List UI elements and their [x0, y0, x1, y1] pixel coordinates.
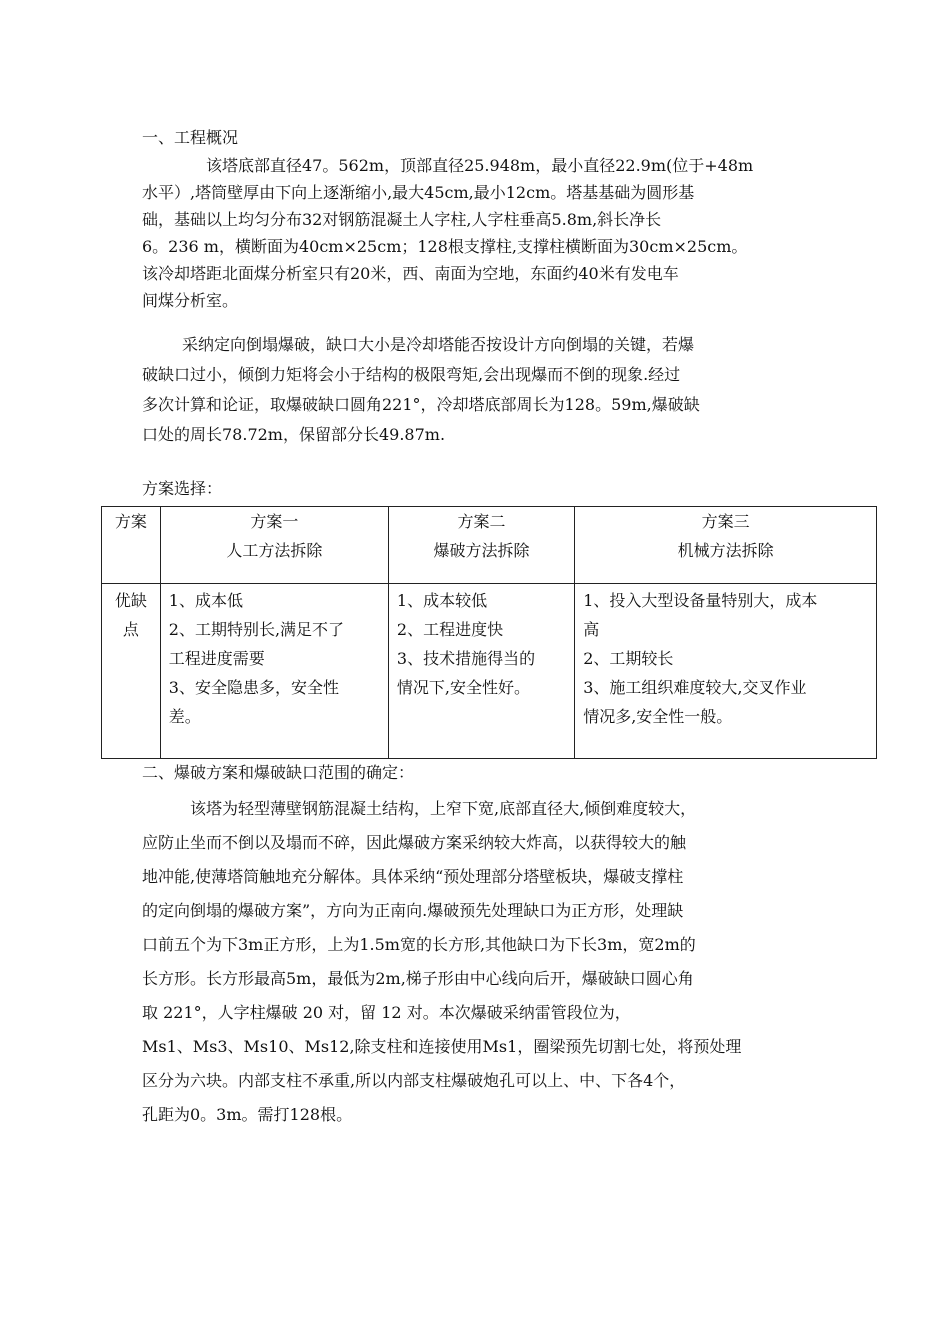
paragraph-line: 该冷却塔距北面煤分析室只有20米，西、南面为空地，东面约40米有发电车	[142, 264, 679, 283]
table-header-cell	[160, 507, 388, 584]
table-cell	[388, 584, 574, 759]
paragraph-line: 该塔为轻型薄壁钢筋混凝土结构，上窄下宽,底部直径大,倾倒难度较大，	[190, 799, 697, 818]
cell-line: 情况多,安全性一般。	[583, 707, 733, 726]
paragraph-line: 长方形。长方形最高5m，最低为2m,梯子形由中心线向后开，爆破缺口圆心角	[142, 969, 694, 988]
paragraph-line: 应防止坐而不倒以及塌而不碎，因此爆破方案采纳较大炸高，以获得较大的触	[142, 833, 687, 852]
paragraph-line: 多次计算和论证，取爆破缺口圆角221°，冷却塔底部周长为128。59m,爆破缺	[142, 395, 700, 414]
table-cell	[102, 584, 161, 759]
cell-line: 1、投入大型设备量特别大，成本	[583, 591, 818, 610]
paragraph-line: 地冲能,使薄塔筒触地充分解体。具体采纳“预处理部分塔壁板块，爆破支撑柱	[142, 867, 684, 886]
section1-heading: 一、工程概况	[142, 128, 239, 147]
cell-line: 3、施工组织难度较大,交叉作业	[583, 678, 807, 697]
paragraph-line: 口处的周长78.72m，保留部分长49.87m.	[142, 425, 446, 444]
scheme-subtitle: 人工方法拆除	[226, 541, 323, 560]
scheme-title: 方案一	[250, 512, 299, 531]
header-label: 方案	[114, 512, 147, 531]
paragraph-line: 区分为六块。内部支柱不承重,所以内部支柱爆破炮孔可以上、中、下各4个，	[142, 1071, 686, 1090]
paragraph-line: 破缺口过小，倾倒力矩将会小于结构的极限弯矩,会出现爆而不倒的现象.经过	[142, 365, 681, 384]
cell-line: 1、成本较低	[396, 591, 488, 610]
table-header-cell	[575, 507, 877, 584]
paragraph-line: 的定向倒塌的爆破方案”，方向为正南向.爆破预先处理缺口为正方形，处理缺	[142, 901, 684, 920]
paragraph-line: 间煤分析室。	[142, 291, 239, 310]
cell-line: 情况下,安全性好。	[396, 678, 530, 697]
paragraph-line: 该塔底部直径47。562m，顶部直径25.948m，最小直径22.9m(位于+48m	[206, 156, 754, 175]
row-label-line: 优缺	[114, 591, 147, 610]
scheme-comparison-table	[101, 506, 877, 759]
cell-line: 3、安全隐患多，安全性	[168, 678, 339, 697]
paragraph-line: 口前五个为下3m正方形，上为1.5m宽的长方形,其他缺口为下长3m，宽2m的	[142, 935, 696, 954]
table-header-row	[102, 507, 877, 584]
scheme-title: 方案三	[701, 512, 750, 531]
table-cell	[160, 584, 388, 759]
scheme-selection-label: 方案选择：	[142, 479, 223, 498]
table-cell	[575, 584, 877, 759]
scheme-subtitle: 爆破方法拆除	[433, 541, 530, 560]
paragraph-line: 础，基础以上均匀分布32对钢筋混凝土人字柱,人字柱垂高5.8m,斜长净长	[142, 210, 662, 229]
cell-line: 2、工期较长	[583, 649, 674, 668]
project-overview-paragraph	[142, 152, 810, 314]
scheme-title: 方案二	[457, 512, 506, 531]
cell-line: 2、工期特别长,满足不了	[168, 620, 345, 639]
paragraph-line: 6。236 m，横断面为40cm×25cm；128根支撑柱,支撑柱横断面为30cm×25cm。	[142, 237, 748, 256]
cell-line: 1、成本低	[168, 591, 243, 610]
table-header-cell	[102, 507, 161, 584]
paragraph-line: Ms1、Ms3、Ms10、Ms12,除支柱和连接使用Ms1，圈梁预先切割七处，将预处理	[142, 1037, 742, 1056]
cell-line: 高	[583, 620, 600, 639]
cell-line: 2、工程进度快	[396, 620, 504, 639]
paragraph-line: 水平）,塔筒壁厚由下向上逐渐缩小,最大45cm,最小12cm。塔基基础为圆形基	[142, 183, 695, 202]
cell-line: 3、技术措施得当的	[396, 649, 536, 668]
paragraph-line: 孔距为0。3m。需打128根。	[142, 1105, 353, 1124]
cell-line: 差。	[168, 707, 201, 726]
scheme-subtitle: 机械方法拆除	[677, 541, 774, 560]
section2-heading: 二、爆破方案和爆破缺口范围的确定：	[142, 763, 415, 782]
cell-line: 工程进度需要	[168, 649, 265, 668]
blast-plan-paragraph	[142, 792, 810, 1132]
table-row	[102, 584, 877, 759]
table-header-cell	[388, 507, 574, 584]
paragraph-line: 采纳定向倒塌爆破，缺口大小是冷却塔能否按设计方向倒塌的关键，若爆	[182, 335, 695, 354]
row-label-line: 点	[122, 620, 139, 639]
blast-gap-paragraph	[142, 330, 810, 450]
paragraph-line: 取 221°，人字柱爆破 20 对，留 12 对。本次爆破采纳雷管段位为，	[142, 1003, 631, 1022]
